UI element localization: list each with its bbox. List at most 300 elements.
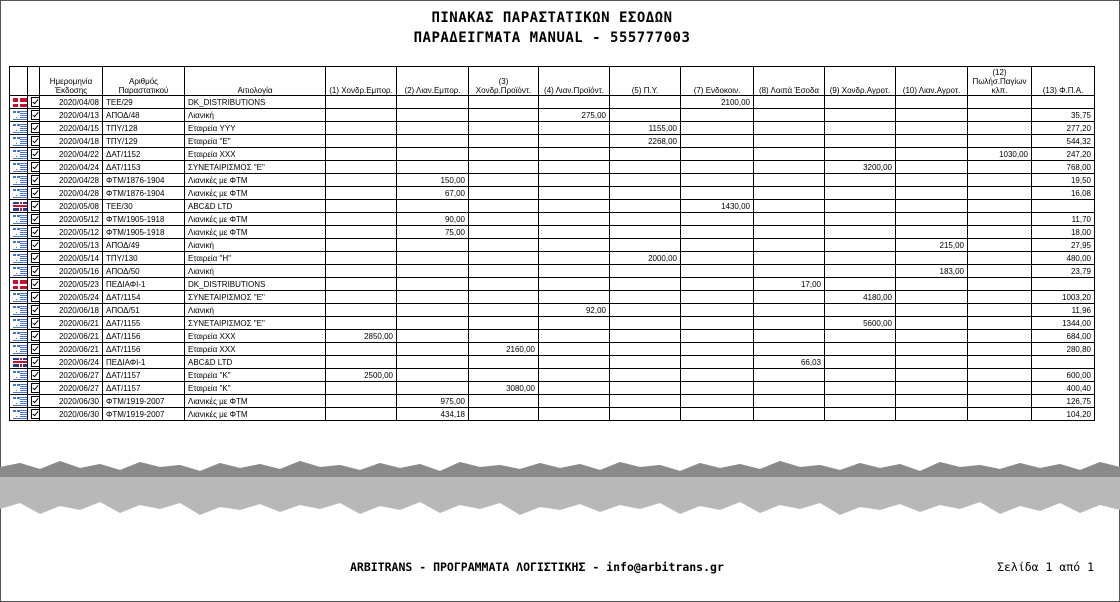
cell-c10: 215,00 — [896, 239, 968, 252]
cell-c5: 1155,00 — [610, 122, 681, 135]
cell-c8 — [754, 135, 825, 148]
cell-c3 — [469, 148, 539, 161]
cell-c1 — [326, 161, 397, 174]
cell-doc: ΤΠΥ/129 — [103, 135, 185, 148]
income-documents-table — [9, 66, 1095, 421]
cell-desc: ΣΥΝΕΤΑΙΡΙΣΜΟΣ "Ε" — [185, 161, 326, 174]
flag-cell — [10, 252, 28, 265]
select-cell — [28, 304, 40, 317]
cell-c2 — [397, 369, 469, 382]
checkbox-checked-icon[interactable] — [31, 214, 40, 224]
flag-greece-icon — [13, 163, 28, 172]
cell-c2 — [397, 96, 469, 109]
cell-c13: 16,08 — [1032, 187, 1095, 200]
cell-c3: 3080,00 — [469, 382, 539, 395]
cell-c9 — [825, 382, 896, 395]
cell-c13: 400,40 — [1032, 382, 1095, 395]
cell-c3 — [469, 356, 539, 369]
cell-c3 — [469, 304, 539, 317]
cell-c8 — [754, 252, 825, 265]
cell-doc: ΑΠΟΔ/49 — [103, 239, 185, 252]
cell-doc: ΔΑΤ/1155 — [103, 317, 185, 330]
cell-c5 — [610, 174, 681, 187]
cell-c7 — [681, 369, 754, 382]
column-header-c5: (5) Π.Υ. — [610, 67, 681, 96]
checkbox-checked-icon[interactable] — [31, 305, 40, 315]
cell-c12 — [968, 135, 1032, 148]
flag-greece-icon — [13, 111, 28, 120]
cell-doc: ΤΠΥ/130 — [103, 252, 185, 265]
flag-cell — [10, 330, 28, 343]
cell-c5: 2268,00 — [610, 135, 681, 148]
cell-c4 — [539, 187, 610, 200]
checkbox-checked-icon[interactable] — [31, 175, 40, 185]
cell-c10 — [896, 330, 968, 343]
cell-desc: Λιανική — [185, 265, 326, 278]
flag-cell — [10, 148, 28, 161]
cell-date: 2020/04/18 — [40, 135, 103, 148]
cell-doc: ΔΑΤ/1152 — [103, 148, 185, 161]
cell-desc: ABC&D LTD — [185, 356, 326, 369]
flag-greece-icon — [13, 319, 28, 328]
cell-c3 — [469, 395, 539, 408]
cell-c9 — [825, 213, 896, 226]
cell-desc: Εταιρεία YYY — [185, 122, 326, 135]
cell-c12 — [968, 343, 1032, 356]
cell-c13 — [1032, 356, 1095, 369]
cell-c13: 104,20 — [1032, 408, 1095, 421]
table-row[interactable] — [10, 96, 1095, 109]
report-title: ΠΙΝΑΚΑΣ ΠΑΡΑΣΤΑΤΙΚΩΝ ΕΣΟΔΩΝ — [431, 10, 673, 26]
cell-c3 — [469, 109, 539, 122]
flag-greece-icon — [13, 293, 28, 302]
cell-date: 2020/06/21 — [40, 343, 103, 356]
cell-c8 — [754, 187, 825, 200]
checkbox-checked-icon[interactable] — [31, 136, 40, 146]
cell-c12 — [968, 265, 1032, 278]
cell-c10 — [896, 161, 968, 174]
cell-c2: 975,00 — [397, 395, 469, 408]
cell-c9 — [825, 187, 896, 200]
table-body — [10, 96, 1095, 421]
cell-c8 — [754, 343, 825, 356]
cell-c8 — [754, 239, 825, 252]
cell-c7 — [681, 408, 754, 421]
cell-c4 — [539, 122, 610, 135]
cell-c7 — [681, 239, 754, 252]
cell-c13: 27,95 — [1032, 239, 1095, 252]
cell-c9 — [825, 343, 896, 356]
flag-greece-icon — [13, 254, 28, 263]
cell-c5 — [610, 148, 681, 161]
checkbox-checked-icon[interactable] — [31, 123, 40, 133]
cell-c2 — [397, 343, 469, 356]
cell-doc: ΔΑΤ/1154 — [103, 291, 185, 304]
select-cell — [28, 122, 40, 135]
flag-greece-icon — [13, 176, 28, 185]
cell-c2 — [397, 148, 469, 161]
cell-date: 2020/04/22 — [40, 148, 103, 161]
cell-c8 — [754, 96, 825, 109]
cell-date: 2020/05/23 — [40, 278, 103, 291]
cell-c8 — [754, 174, 825, 187]
cell-c9 — [825, 200, 896, 213]
cell-c5 — [610, 369, 681, 382]
cell-c10 — [896, 317, 968, 330]
column-header-desc: Αιτιολογία — [185, 67, 326, 96]
column-header-c1: (1) Χονδρ.Εμπορ. — [326, 67, 397, 96]
cell-desc: ΣΥΝΕΤΑΙΡΙΣΜΟΣ "Ε" — [185, 317, 326, 330]
cell-date: 2020/05/14 — [40, 252, 103, 265]
checkbox-checked-icon[interactable] — [31, 162, 40, 172]
cell-desc: Εταιρεία "Κ" — [185, 382, 326, 395]
cell-doc: ΤΕΕ/30 — [103, 200, 185, 213]
cell-c7 — [681, 109, 754, 122]
cell-doc: ΤΠΥ/128 — [103, 122, 185, 135]
checkbox-checked-icon[interactable] — [31, 370, 40, 380]
flag-greece-icon — [13, 371, 28, 380]
flag-cell — [10, 122, 28, 135]
cell-c3 — [469, 369, 539, 382]
cell-c12 — [968, 174, 1032, 187]
cell-c13: 1344,00 — [1032, 317, 1095, 330]
cell-c5 — [610, 356, 681, 369]
cell-doc: ΔΑΤ/1156 — [103, 330, 185, 343]
cell-c4 — [539, 252, 610, 265]
checkbox-checked-icon[interactable] — [31, 318, 40, 328]
cell-c2 — [397, 122, 469, 135]
cell-c1 — [326, 252, 397, 265]
cell-doc: ΦΤΜ/1876-1904 — [103, 174, 185, 187]
flag-greece-icon — [13, 137, 28, 146]
table-row[interactable] — [10, 265, 1095, 278]
cell-c2 — [397, 278, 469, 291]
cell-date: 2020/05/08 — [40, 200, 103, 213]
table-row[interactable] — [10, 291, 1095, 304]
table-row[interactable] — [10, 382, 1095, 395]
table-row[interactable] — [10, 330, 1095, 343]
cell-c4 — [539, 382, 610, 395]
cell-c1 — [326, 382, 397, 395]
cell-doc: ΠΕΔΙΑΦΙ-1 — [103, 356, 185, 369]
flag-uk-icon — [13, 202, 28, 211]
cell-c9 — [825, 369, 896, 382]
flag-cell — [10, 278, 28, 291]
flag-cell — [10, 161, 28, 174]
table-row[interactable] — [10, 174, 1095, 187]
cell-date: 2020/04/15 — [40, 122, 103, 135]
cell-c1 — [326, 122, 397, 135]
cell-c5 — [610, 278, 681, 291]
cell-c1 — [326, 239, 397, 252]
checkbox-checked-icon[interactable] — [31, 240, 40, 250]
table-row[interactable] — [10, 213, 1095, 226]
flag-uk-icon — [13, 358, 28, 367]
select-cell — [28, 174, 40, 187]
cell-c5 — [610, 395, 681, 408]
cell-c12 — [968, 382, 1032, 395]
cell-c5 — [610, 161, 681, 174]
flag-cell — [10, 213, 28, 226]
cell-c2 — [397, 330, 469, 343]
cell-c12 — [968, 278, 1032, 291]
table-row[interactable] — [10, 395, 1095, 408]
cell-desc: Εταιρεία "Ε" — [185, 135, 326, 148]
checkbox-checked-icon[interactable] — [31, 357, 40, 367]
flag-cell — [10, 226, 28, 239]
table-row[interactable] — [10, 317, 1095, 330]
page-tear-graphic — [0, 455, 1120, 525]
cell-c12 — [968, 317, 1032, 330]
select-cell — [28, 252, 40, 265]
cell-c8 — [754, 200, 825, 213]
cell-c7 — [681, 382, 754, 395]
checkbox-checked-icon[interactable] — [31, 201, 40, 211]
cell-c1 — [326, 304, 397, 317]
cell-c7 — [681, 304, 754, 317]
cell-c3 — [469, 96, 539, 109]
cell-desc: Λιανική — [185, 239, 326, 252]
cell-c8 — [754, 226, 825, 239]
cell-c12: 1030,00 — [968, 148, 1032, 161]
table-row[interactable] — [10, 343, 1095, 356]
cell-c5 — [610, 330, 681, 343]
table-row[interactable] — [10, 226, 1095, 239]
table-row[interactable] — [10, 252, 1095, 265]
cell-c2 — [397, 239, 469, 252]
cell-c1 — [326, 135, 397, 148]
flag-greece-icon — [13, 215, 28, 224]
flag-greece-icon — [13, 150, 28, 159]
checkbox-checked-icon[interactable] — [31, 331, 40, 341]
cell-date: 2020/06/21 — [40, 317, 103, 330]
cell-c4 — [539, 356, 610, 369]
checkbox-checked-icon[interactable] — [31, 409, 40, 419]
cell-c7 — [681, 343, 754, 356]
cell-c2 — [397, 161, 469, 174]
flag-cell — [10, 304, 28, 317]
cell-c5 — [610, 96, 681, 109]
cell-c13: 768,00 — [1032, 161, 1095, 174]
cell-c1 — [326, 187, 397, 200]
cell-c1 — [326, 96, 397, 109]
flag-column-header — [10, 67, 28, 96]
cell-c2 — [397, 265, 469, 278]
table-row[interactable] — [10, 278, 1095, 291]
cell-doc: ΦΤΜ/1876-1904 — [103, 187, 185, 200]
table-row[interactable] — [10, 161, 1095, 174]
checkbox-checked-icon[interactable] — [31, 344, 40, 354]
checkbox-checked-icon[interactable] — [31, 266, 40, 276]
cell-c9 — [825, 96, 896, 109]
flag-greece-icon — [13, 384, 28, 393]
cell-c4 — [539, 161, 610, 174]
table-row[interactable] — [10, 122, 1095, 135]
cell-c7 — [681, 148, 754, 161]
checkbox-checked-icon[interactable] — [31, 279, 40, 289]
cell-c3 — [469, 161, 539, 174]
cell-c7 — [681, 187, 754, 200]
checkbox-checked-icon[interactable] — [31, 188, 40, 198]
table-row[interactable] — [10, 109, 1095, 122]
table-row[interactable] — [10, 148, 1095, 161]
table-row[interactable] — [10, 304, 1095, 317]
cell-c13: 126,75 — [1032, 395, 1095, 408]
cell-desc: Εταιρεία XXX — [185, 148, 326, 161]
table-row[interactable] — [10, 200, 1095, 213]
cell-desc: ΣΥΝΕΤΑΙΡΙΣΜΟΣ "Ε" — [185, 291, 326, 304]
cell-c8 — [754, 382, 825, 395]
cell-c3: 2160,00 — [469, 343, 539, 356]
cell-desc: Λιανικές με ΦΤΜ — [185, 187, 326, 200]
cell-c5 — [610, 213, 681, 226]
table-row[interactable] — [10, 187, 1095, 200]
flag-cell — [10, 382, 28, 395]
cell-c4 — [539, 148, 610, 161]
flag-greece-icon — [13, 397, 28, 406]
cell-c4 — [539, 330, 610, 343]
checkbox-checked-icon[interactable] — [31, 227, 40, 237]
cell-c13: 600,00 — [1032, 369, 1095, 382]
table-header-row — [10, 67, 1095, 96]
cell-c13 — [1032, 278, 1095, 291]
flag-cell — [10, 343, 28, 356]
cell-c8 — [754, 122, 825, 135]
cell-c4 — [539, 343, 610, 356]
cell-date: 2020/06/27 — [40, 369, 103, 382]
select-cell — [28, 278, 40, 291]
cell-c8 — [754, 304, 825, 317]
cell-c1 — [326, 265, 397, 278]
cell-c12 — [968, 109, 1032, 122]
checkbox-checked-icon[interactable] — [31, 110, 40, 120]
cell-c10 — [896, 356, 968, 369]
cell-c4 — [539, 135, 610, 148]
cell-doc: ΦΤΜ/1919-2007 — [103, 395, 185, 408]
cell-c7 — [681, 356, 754, 369]
cell-date: 2020/06/30 — [40, 408, 103, 421]
column-header-c4: (4) Λιαν.Προϊόντ. — [539, 67, 610, 96]
cell-c9: 3200,00 — [825, 161, 896, 174]
cell-c4 — [539, 395, 610, 408]
cell-c13: 35,75 — [1032, 109, 1095, 122]
cell-date: 2020/04/28 — [40, 187, 103, 200]
cell-c1 — [326, 148, 397, 161]
cell-c7 — [681, 174, 754, 187]
cell-c1: 2500,00 — [326, 369, 397, 382]
cell-c8 — [754, 291, 825, 304]
cell-c2: 67,00 — [397, 187, 469, 200]
cell-c10 — [896, 382, 968, 395]
cell-doc: ΦΤΜ/1905-1918 — [103, 213, 185, 226]
cell-c12 — [968, 369, 1032, 382]
cell-c5 — [610, 291, 681, 304]
select-cell — [28, 317, 40, 330]
cell-c9 — [825, 135, 896, 148]
cell-c10 — [896, 408, 968, 421]
cell-date: 2020/05/12 — [40, 213, 103, 226]
cell-c1 — [326, 213, 397, 226]
cell-c3 — [469, 291, 539, 304]
cell-desc: Λιανικές με ΦΤΜ — [185, 408, 326, 421]
cell-c5 — [610, 382, 681, 395]
cell-c7: 1430,00 — [681, 200, 754, 213]
flag-greece-icon — [13, 189, 28, 198]
checkbox-checked-icon[interactable] — [31, 292, 40, 302]
cell-c1 — [326, 226, 397, 239]
flag-cell — [10, 96, 28, 109]
flag-greece-icon — [13, 267, 28, 276]
cell-c8 — [754, 369, 825, 382]
cell-c7 — [681, 122, 754, 135]
cell-c10 — [896, 304, 968, 317]
cell-c3 — [469, 200, 539, 213]
cell-c9 — [825, 252, 896, 265]
cell-c8 — [754, 109, 825, 122]
cell-c12 — [968, 226, 1032, 239]
cell-c4 — [539, 96, 610, 109]
table-row[interactable] — [10, 369, 1095, 382]
cell-c8 — [754, 408, 825, 421]
cell-c3 — [469, 239, 539, 252]
cell-c3 — [469, 135, 539, 148]
cell-c7 — [681, 330, 754, 343]
cell-c5: 2000,00 — [610, 252, 681, 265]
cell-date: 2020/06/30 — [40, 395, 103, 408]
cell-c2: 150,00 — [397, 174, 469, 187]
cell-c13: 277,20 — [1032, 122, 1095, 135]
cell-c13: 11,70 — [1032, 213, 1095, 226]
cell-c1 — [326, 278, 397, 291]
table-row[interactable] — [10, 408, 1095, 421]
table-row[interactable] — [10, 239, 1095, 252]
table-row[interactable] — [10, 135, 1095, 148]
cell-c13: 280,80 — [1032, 343, 1095, 356]
cell-c10 — [896, 213, 968, 226]
cell-c2 — [397, 291, 469, 304]
cell-doc: ΦΤΜ/1905-1918 — [103, 226, 185, 239]
cell-c13: 480,00 — [1032, 252, 1095, 265]
checkbox-checked-icon[interactable] — [31, 396, 40, 406]
cell-c1: 2850,00 — [326, 330, 397, 343]
checkbox-checked-icon[interactable] — [31, 253, 40, 263]
cell-c5 — [610, 343, 681, 356]
table-row[interactable] — [10, 356, 1095, 369]
cell-c10: 183,00 — [896, 265, 968, 278]
select-cell — [28, 161, 40, 174]
cell-c7 — [681, 291, 754, 304]
cell-c12 — [968, 395, 1032, 408]
cell-desc: Λιανικές με ΦΤΜ — [185, 174, 326, 187]
cell-c8 — [754, 148, 825, 161]
cell-doc: ΑΠΟΔ/48 — [103, 109, 185, 122]
column-header-c12: (12) Πωλήσ.Παγίων κλπ. — [968, 67, 1032, 96]
cell-c10 — [896, 200, 968, 213]
cell-c13: 1003,20 — [1032, 291, 1095, 304]
cell-c2 — [397, 252, 469, 265]
column-header-c8: (8) Λοιπά Έσοδα — [754, 67, 825, 96]
cell-c1 — [326, 343, 397, 356]
cell-c10 — [896, 278, 968, 291]
checkbox-checked-icon[interactable] — [31, 383, 40, 393]
cell-c10 — [896, 187, 968, 200]
cell-c8 — [754, 213, 825, 226]
cell-date: 2020/05/12 — [40, 226, 103, 239]
checkbox-checked-icon[interactable] — [31, 149, 40, 159]
footer-page-number: Σελίδα 1 από 1 — [997, 560, 1094, 574]
checkbox-checked-icon[interactable] — [31, 97, 40, 107]
cell-c12 — [968, 200, 1032, 213]
